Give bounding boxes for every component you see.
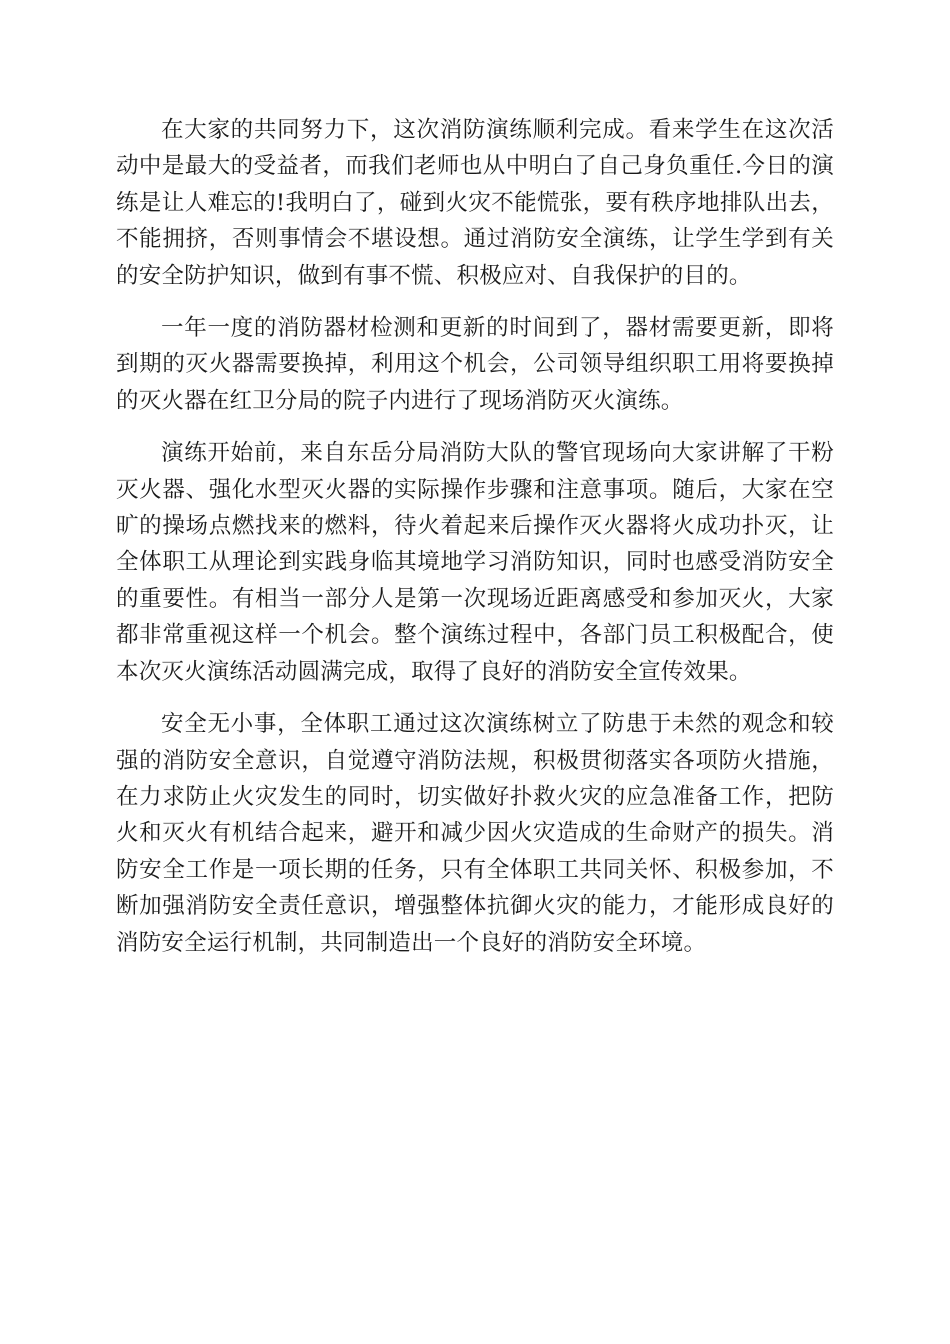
paragraph-4: 安全无小事，全体职工通过这次演练树立了防患于未然的观念和较强的消防安全意识，自觉遵守消防法规，积极贯彻落实各项防火措施，在力求防止火灾发生的同时，切实做好扑救火灾的应急准备工作，把防火和灭火有机结合起来，避开和减少因火灾造成的生命财产的损失。消防安全工作是一项长期的任务，只有全体职工共同关怀、积极参加，不断加强消防安全责任意识，增强整体抗御火灾的能力，才能形成良好的消防安全运行机制，共同制造出一个良好的消防安全环境。 xyxy=(116,711,834,956)
document-body xyxy=(116,112,834,961)
paragraph-1: 在大家的共同努力下，这次消防演练顺利完成。看来学生在这次活动中是最大的受益者，而我们老师也从中明白了自己身负重任.今日的演练是让人难忘的!我明白了，碰到火灾不能慌张，要有秩序地排队出去，不能拥挤，否则事情会不堪设想。通过消防安全演练，让学生学到有关的安全防护知识，做到有事不慌、积极应对、自我保护的目的。 xyxy=(116,117,834,289)
paragraph-3: 演练开始前，来自东岳分局消防大队的警官现场向大家讲解了干粉灭火器、强化水型灭火器的实际操作步骤和注意事项。随后，大家在空旷的操场点燃找来的燃料，待火着起来后操作灭火器将火成功扑灭，让全体职工从理论到实践身临其境地学习消防知识，同时也感受消防安全的重要性。有相当一部分人是第一次现场近距离感受和参加灭火，大家都非常重视这样一个机会。整个演练过程中，各部门员工积极配合，使本次灭火演练活动圆满完成，取得了良好的消防安全宣传效果。 xyxy=(116,440,834,685)
paragraph-2: 一年一度的消防器材检测和更新的时间到了，器材需要更新，即将到期的灭火器需要换掉，利用这个机会，公司领导组织职工用将要换掉的灭火器在红卫分局的院子内进行了现场消防灭火演练。 xyxy=(116,315,834,414)
